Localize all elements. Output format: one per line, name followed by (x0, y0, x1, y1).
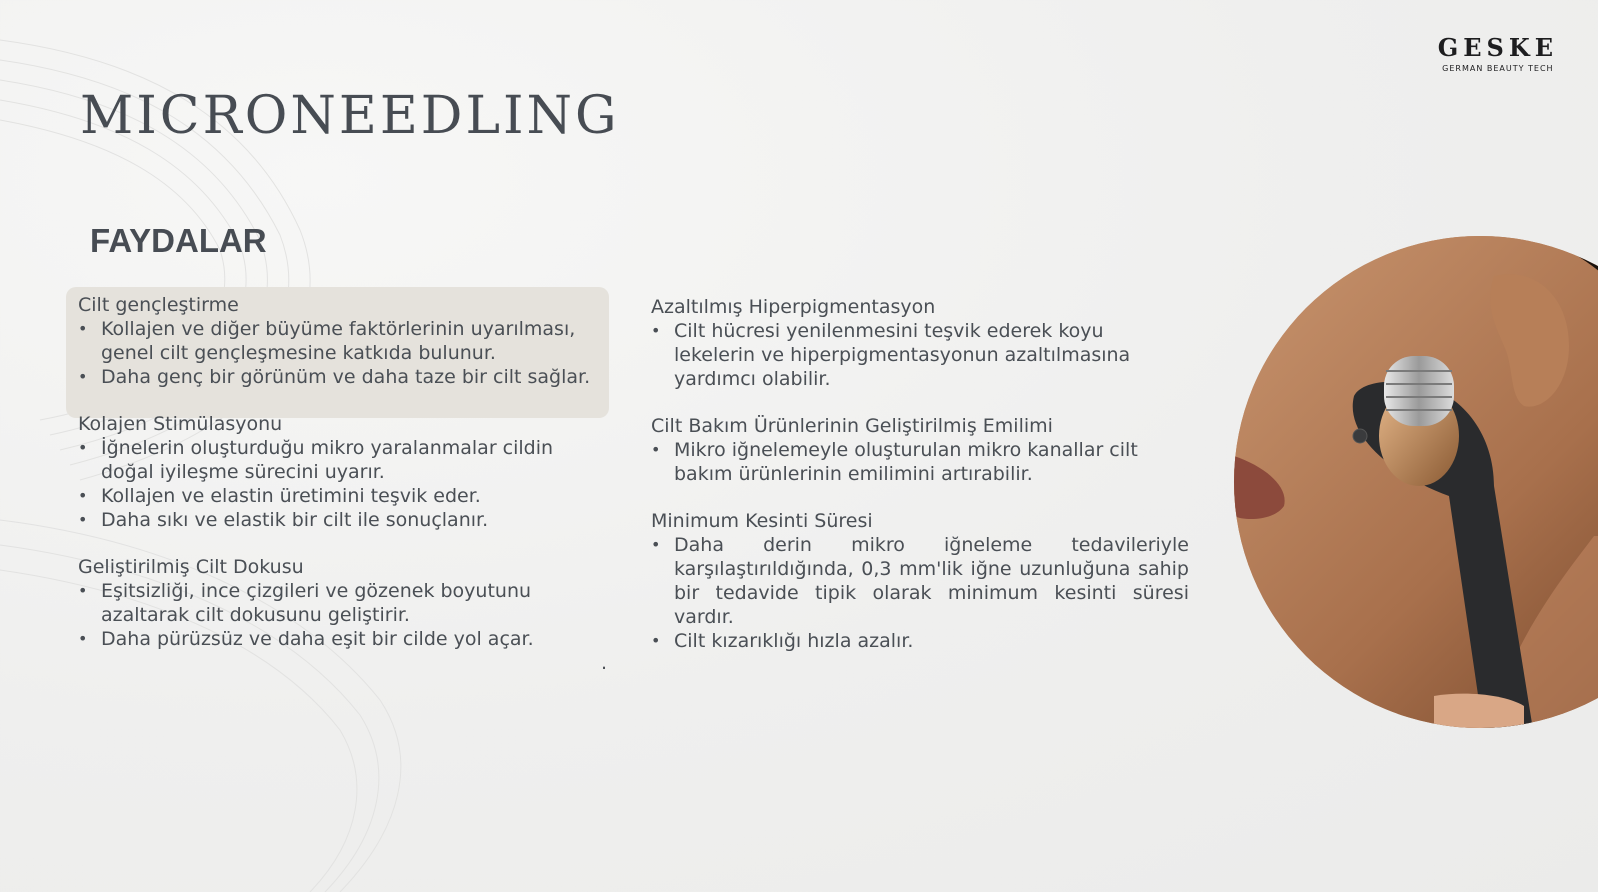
benefit-bullet: • Cilt hücresi yenilenmesini teşvik ederek koyu lekelerin ve hiperpigmentasyonun azaltılmasına yardımcı olabilir. (651, 319, 1189, 391)
benefit-title: Minimum Kesinti Süresi (651, 510, 873, 532)
benefit-title: Kolajen Stimülasyonu (78, 413, 283, 435)
benefit-title: Cilt Bakım Ürünlerinin Geliştirilmiş Emilimi (651, 415, 1053, 437)
benefit-section (78, 293, 608, 389)
benefit-section (78, 555, 608, 651)
left-column (78, 293, 608, 674)
brand-name: GESKE (1437, 33, 1558, 62)
benefit-title: Geliştirilmiş Cilt Dokusu (78, 556, 304, 578)
benefit-section (651, 414, 1189, 486)
benefit-bullet: • Kollajen ve elastin üretimini teşvik eder. (78, 484, 608, 508)
benefit-section (78, 412, 608, 532)
benefit-section (651, 509, 1189, 653)
page-title: MICRONEEDLING (80, 86, 620, 146)
benefit-bullet: • Daha genç bir görünüm ve daha taze bir cilt sağlar. (78, 365, 608, 389)
woman-with-derma-roller-image (1234, 236, 1598, 728)
brand-logo (1438, 33, 1558, 73)
benefit-bullets (78, 317, 608, 389)
benefit-bullet: • İğnelerin oluşturduğu mikro yaralanmalar cildin doğal iyileşme sürecini uyarır. (78, 436, 608, 484)
benefit-bullet: • Kollajen ve diğer büyüme faktörlerinin uyarılması, genel cilt gençleşmesine katkıda bulunur. (78, 317, 608, 365)
benefit-bullets (78, 436, 608, 532)
benefit-bullet: • Mikro iğnelemeyle oluşturulan mikro kanallar cilt bakım ürünlerinin emilimini artırabilir. (651, 438, 1189, 486)
stray-period: . (601, 652, 608, 674)
benefit-bullets (651, 438, 1189, 486)
benefit-title: Azaltılmış Hiperpigmentasyon (651, 296, 936, 318)
benefit-bullets (651, 319, 1189, 391)
benefit-bullets (78, 579, 608, 651)
benefit-bullet: • Daha derin mikro iğneleme tedavileriyle karşılaştırıldığında, 0,3 mm'lik iğne uzunluğuna sahip bir tedavide tipik olarak minimum kesinti süresi vardır. (651, 533, 1189, 629)
benefit-title: Cilt gençleştirme (78, 294, 239, 316)
benefit-section (651, 295, 1189, 391)
section-heading: FAYDALAR (90, 222, 267, 259)
brand-tagline: GERMAN BEAUTY TECH (1442, 64, 1554, 73)
right-column (651, 295, 1189, 676)
benefit-bullet: • Daha sıkı ve elastik bir cilt ile sonuçlanır. (78, 508, 608, 532)
benefit-bullets (651, 533, 1189, 653)
benefit-bullet: • Cilt kızarıklığı hızla azalır. (651, 629, 1189, 653)
benefit-bullet: • Daha pürüzsüz ve daha eşit bir cilde yol açar. (78, 627, 608, 651)
product-photo (1234, 236, 1598, 728)
benefit-bullet: • Eşitsizliği, ince çizgileri ve gözenek boyutunu azaltarak cilt dokusunu geliştirir. (78, 579, 608, 627)
